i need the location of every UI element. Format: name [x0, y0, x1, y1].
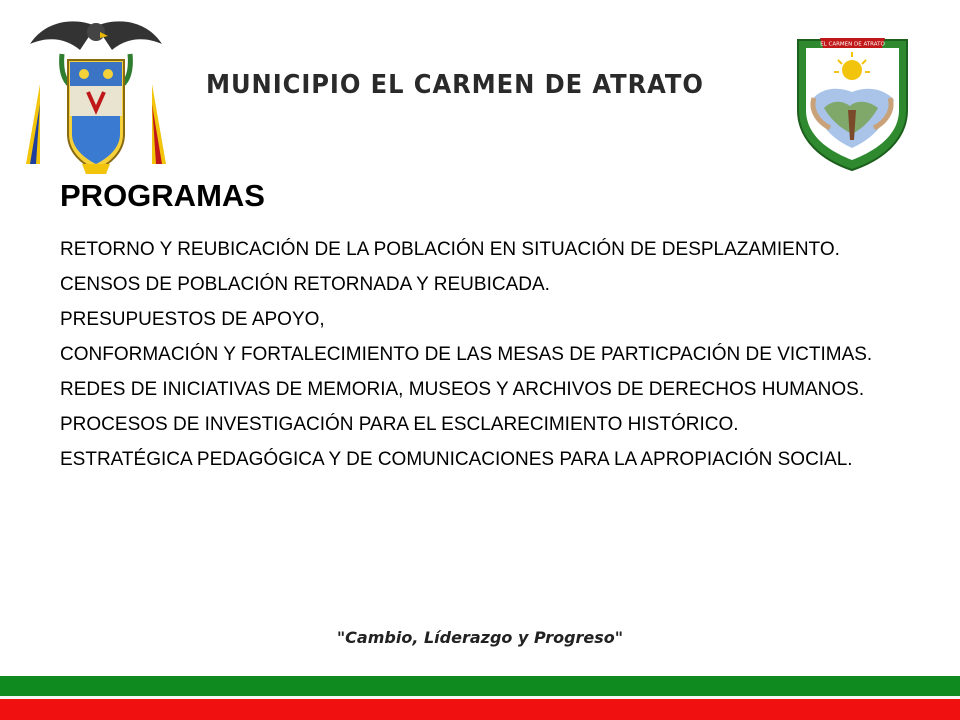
section-heading: PROGRAMAS	[60, 178, 265, 213]
list-item: ESTRATÉGICA PEDAGÓGICA Y DE COMUNICACIONES PARA LA APROPIACIÓN SOCIAL.	[60, 449, 853, 470]
slogan: "Cambio, Líderazgo y Progreso"	[336, 628, 624, 647]
list-item: RETORNO Y REUBICACIÓN DE LA POBLACIÓN EN SITUACIÓN DE DESPLAZAMIENTO.	[60, 239, 840, 260]
programs-list	[60, 236, 900, 481]
svg-text:EL CARMEN DE ATRATO: EL CARMEN DE ATRATO	[820, 41, 885, 48]
list-item: CENSOS DE POBLACIÓN RETORNADA Y REUBICADA.	[60, 274, 550, 295]
list-item: PROCESOS DE INVESTIGACIÓN PARA EL ESCLARECIMIENTO HISTÓRICO.	[60, 414, 739, 435]
carmen-de-atrato-shield-icon	[790, 30, 915, 172]
list-item: REDES DE INICIATIVAS DE MEMORIA, MUSEOS Y ARCHIVOS DE DERECHOS HUMANOS.	[60, 379, 865, 400]
footer-band-green	[0, 676, 960, 698]
municipality-title: MUNICIPIO EL CARMEN DE ATRATO	[206, 70, 704, 100]
colombia-coat-of-arms-icon	[22, 14, 170, 180]
list-item: CONFORMACIÓN Y FORTALECIMIENTO DE LAS MESAS DE PARTICPACIÓN DE VICTIMAS.	[60, 344, 873, 365]
footer-band-red	[0, 699, 960, 720]
list-item: PRESUPUESTOS DE APOYO,	[60, 309, 325, 330]
